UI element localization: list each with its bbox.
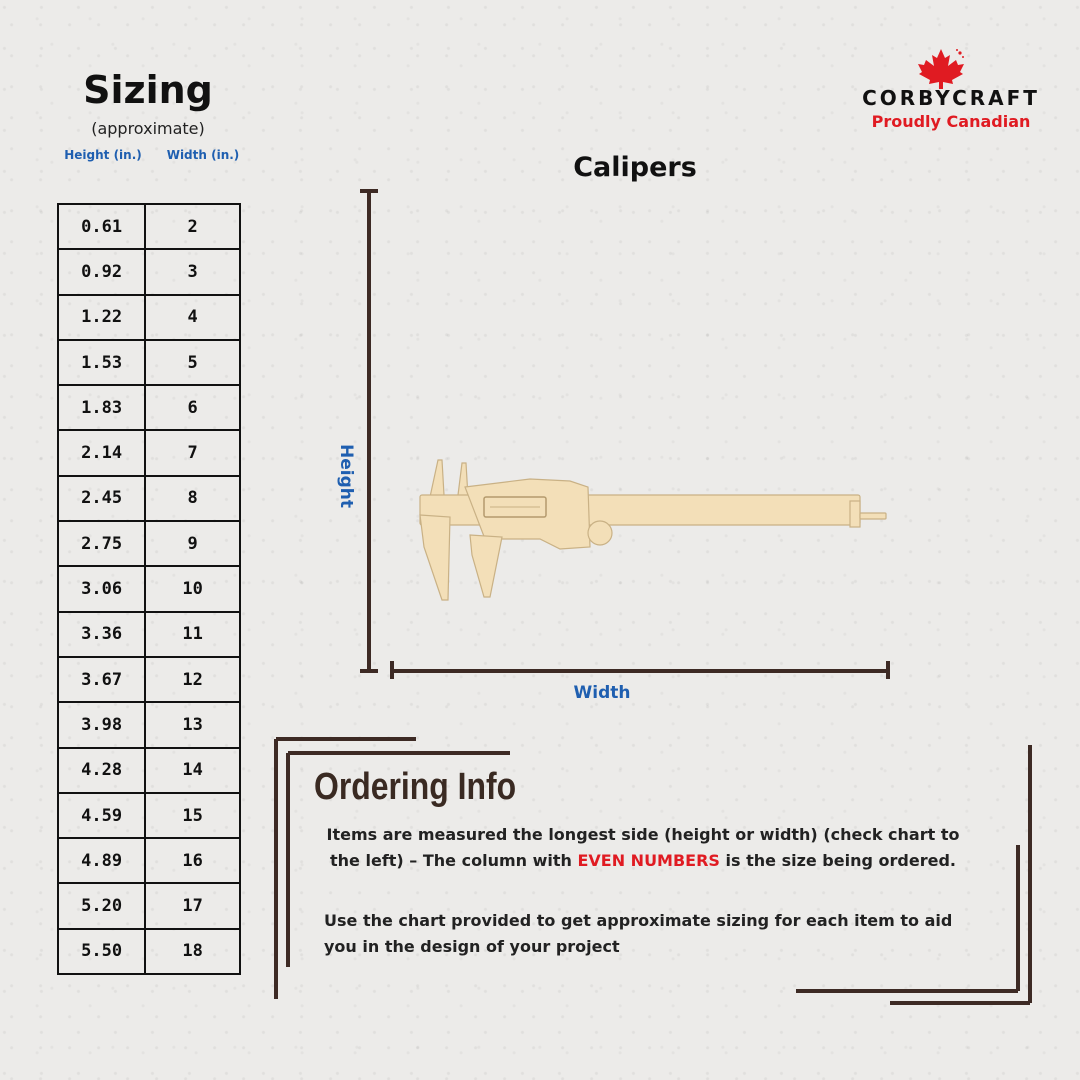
width-dimension-line xyxy=(392,661,888,679)
table-row xyxy=(58,249,240,294)
height-cell: 0.92 xyxy=(58,249,145,294)
height-cell: 3.67 xyxy=(58,657,145,702)
ordering-info-paragraph-2: Use the chart provided to get approximate sizing for each item to aid you in the design of your project xyxy=(324,911,953,956)
ordering-text-part: is the size being ordered. xyxy=(719,851,956,870)
sizing-table xyxy=(57,203,241,975)
ordering-info-title: Ordering Info xyxy=(314,766,517,808)
product-title: Calipers xyxy=(573,152,697,183)
width-cell: 17 xyxy=(145,883,240,928)
table-row xyxy=(58,702,240,747)
table-row xyxy=(58,929,240,974)
ordering-text-part: Items are measured the longest side (height or width) (check chart to the left) – The column with xyxy=(326,825,960,870)
table-row xyxy=(58,476,240,521)
width-cell: 3 xyxy=(145,249,240,294)
width-label: Width xyxy=(573,683,631,703)
maple-leaf-icon xyxy=(916,47,966,89)
even-numbers-highlight: EVEN NUMBERS xyxy=(577,851,720,870)
width-cell: 18 xyxy=(145,929,240,974)
height-cell: 1.53 xyxy=(58,340,145,385)
table-row xyxy=(58,430,240,475)
height-cell: 4.89 xyxy=(58,838,145,883)
height-cell: 1.22 xyxy=(58,295,145,340)
table-row xyxy=(58,521,240,566)
table-row xyxy=(58,612,240,657)
width-cell: 16 xyxy=(145,838,240,883)
table-row xyxy=(58,838,240,883)
width-cell: 14 xyxy=(145,748,240,793)
height-cell: 0.61 xyxy=(58,204,145,249)
width-cell: 10 xyxy=(145,566,240,611)
table-row xyxy=(58,204,240,249)
height-cell: 5.50 xyxy=(58,929,145,974)
height-cell: 3.36 xyxy=(58,612,145,657)
brand-name: CORBYCRAFT xyxy=(862,86,1040,110)
table-row xyxy=(58,883,240,928)
table-row xyxy=(58,295,240,340)
width-cell: 9 xyxy=(145,521,240,566)
height-cell: 4.59 xyxy=(58,793,145,838)
height-cell: 2.45 xyxy=(58,476,145,521)
width-cell: 4 xyxy=(145,295,240,340)
sizing-table-body xyxy=(58,204,240,974)
width-cell: 5 xyxy=(145,340,240,385)
width-cell: 12 xyxy=(145,657,240,702)
brand-tagline: Proudly Canadian xyxy=(871,112,1031,131)
height-cell: 2.14 xyxy=(58,430,145,475)
width-cell: 8 xyxy=(145,476,240,521)
width-cell: 13 xyxy=(145,702,240,747)
width-cell: 6 xyxy=(145,385,240,430)
height-cell: 5.20 xyxy=(58,883,145,928)
sizing-title: Sizing xyxy=(83,68,213,112)
height-column-header: Height (in.) xyxy=(64,148,142,162)
table-row xyxy=(58,748,240,793)
height-cell: 2.75 xyxy=(58,521,145,566)
height-cell: 4.28 xyxy=(58,748,145,793)
table-row xyxy=(58,657,240,702)
width-cell: 7 xyxy=(145,430,240,475)
height-cell: 3.98 xyxy=(58,702,145,747)
table-row xyxy=(58,385,240,430)
ordering-info-paragraph-1 xyxy=(318,822,968,874)
height-dimension-line xyxy=(360,191,378,671)
width-cell: 11 xyxy=(145,612,240,657)
sizing-subtitle: (approximate) xyxy=(91,119,205,138)
dimension-lines xyxy=(330,185,910,695)
height-cell: 1.83 xyxy=(58,385,145,430)
height-label: Height xyxy=(336,444,356,508)
caliper-illustration xyxy=(410,455,890,605)
table-row xyxy=(58,793,240,838)
table-row xyxy=(58,566,240,611)
table-row xyxy=(58,340,240,385)
height-cell: 3.06 xyxy=(58,566,145,611)
width-cell: 2 xyxy=(145,204,240,249)
width-column-header: Width (in.) xyxy=(166,148,240,162)
width-cell: 15 xyxy=(145,793,240,838)
